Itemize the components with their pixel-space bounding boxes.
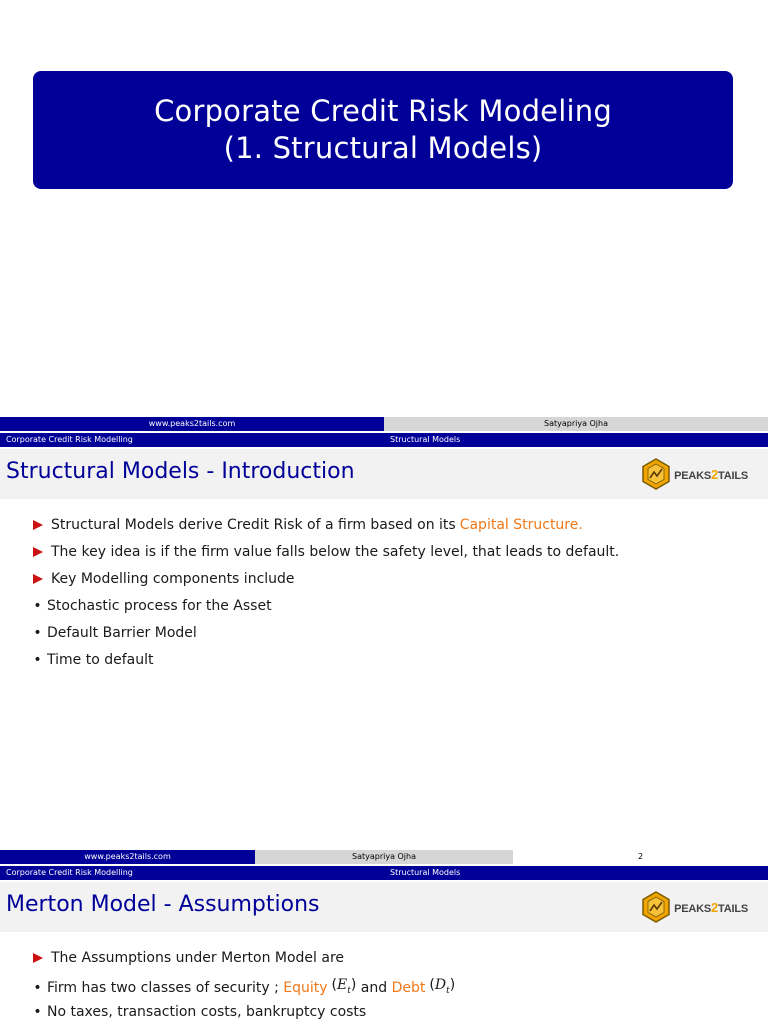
header-course: Corporate Credit Risk Modelling — [0, 866, 384, 880]
triangle-bullet-icon — [33, 574, 43, 584]
header-course: Corporate Credit Risk Modelling — [0, 433, 384, 447]
header-bar — [0, 850, 768, 882]
header-author: Satyapriya Ojha — [384, 417, 768, 431]
highlight-equity: Equity — [283, 979, 328, 996]
triangle-bullet-icon — [33, 520, 43, 530]
logo-text: PEAKS2TAILS — [674, 466, 748, 482]
logo-hexagon-icon — [640, 891, 672, 923]
list-item: • Default Barrier Model — [33, 625, 197, 641]
list-item: Structural Models derive Credit Risk of a firm based on its Capital Structure. — [33, 516, 583, 534]
header-author: Satyapriya Ojha — [255, 850, 513, 864]
header-bar — [0, 417, 768, 449]
highlight-capital-structure: Capital Structure. — [459, 517, 583, 533]
header-section: Structural Models — [384, 866, 768, 880]
list-item: • Firm has two classes of security ; Equity $(E_t)$ and Debt $(D_t)$ — [33, 976, 455, 1000]
title-line-2: (1. Structural Models) — [223, 131, 543, 165]
frame-title-area — [0, 449, 768, 499]
highlight-debt: Debt — [391, 979, 426, 996]
slide-merton-assumptions — [0, 850, 768, 1024]
title-line-1: Corporate Credit Risk Modeling — [154, 94, 612, 128]
list-item: The Assumptions under Merton Model are — [33, 949, 344, 967]
list-item: The key idea is if the firm value falls below the safety level, that leads to default. — [33, 543, 619, 561]
debt-symbol: $(D_t)$ — [429, 977, 456, 996]
dot-bullet-icon: • — [33, 979, 42, 996]
title-box — [33, 71, 733, 189]
dot-bullet-icon: • — [33, 625, 42, 641]
title-slide — [0, 0, 768, 417]
slide-structural-intro — [0, 417, 768, 849]
header-website: www.peaks2tails.com — [0, 417, 384, 431]
peaks2tails-logo — [640, 457, 748, 491]
equity-symbol: $(E_t)$ — [331, 977, 357, 996]
header-website: www.peaks2tails.com — [0, 850, 255, 864]
logo-hexagon-icon — [640, 458, 672, 490]
dot-bullet-icon: • — [33, 652, 42, 668]
peaks2tails-logo — [640, 890, 748, 924]
header-page-number: 2 — [513, 850, 768, 864]
logo-text: PEAKS2TAILS — [674, 899, 748, 915]
list-item: Key Modelling components include — [33, 570, 295, 588]
list-item: • Stochastic process for the Asset — [33, 598, 272, 614]
frame-title-area — [0, 882, 768, 932]
dot-bullet-icon: • — [33, 1004, 42, 1020]
triangle-bullet-icon — [33, 547, 43, 557]
list-item: • No taxes, transaction costs, bankruptcy costs — [33, 1004, 367, 1020]
dot-bullet-icon: • — [33, 598, 42, 614]
frame-title: Merton Model - Assumptions — [6, 892, 320, 917]
triangle-bullet-icon — [33, 953, 43, 963]
frame-title: Structural Models - Introduction — [6, 459, 355, 484]
list-item: • Time to default — [33, 652, 154, 668]
header-section: Structural Models — [384, 433, 768, 447]
